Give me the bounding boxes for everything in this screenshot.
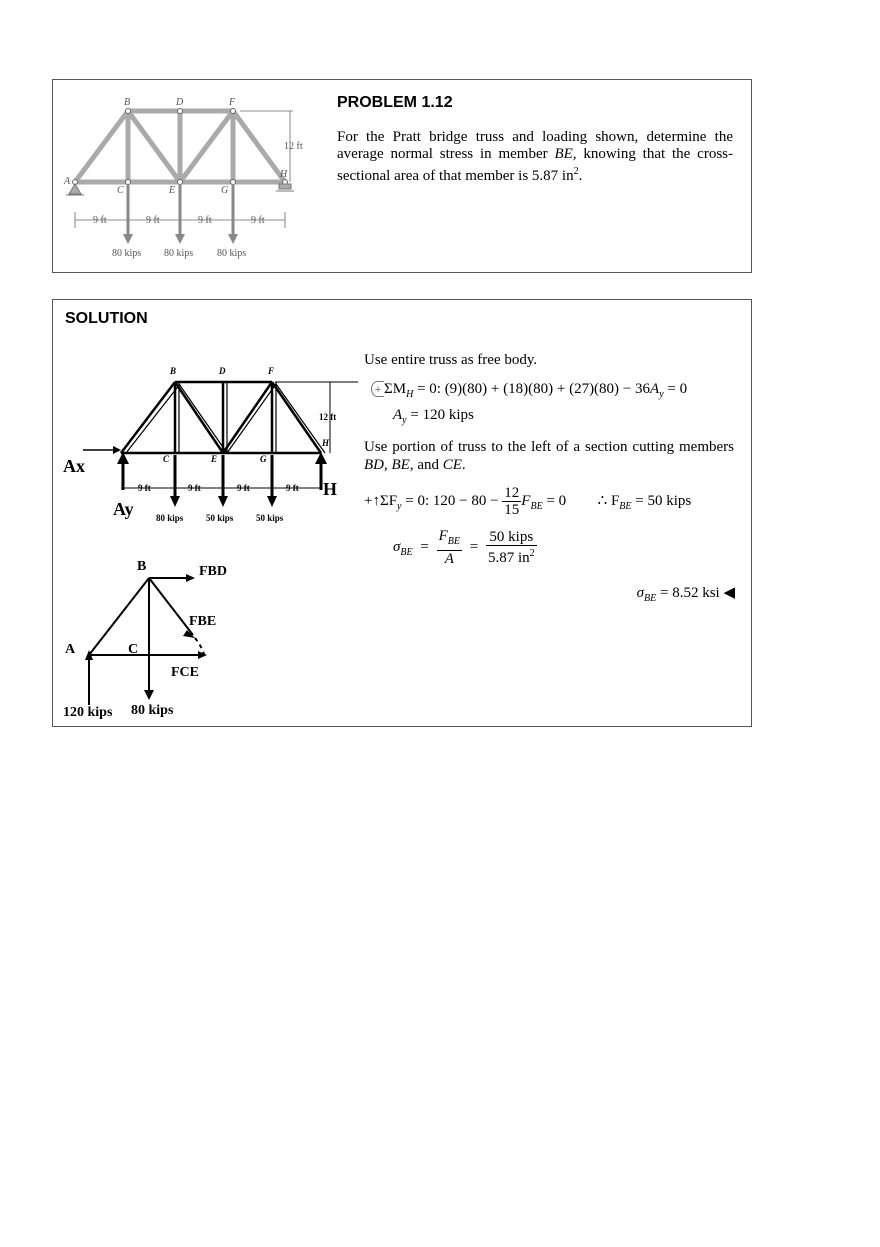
- joint-label: G: [260, 454, 267, 464]
- final-answer: $\sigma_{BE} = 8.52$ ksi ◀: [636, 585, 735, 604]
- h-joint-label: H: [322, 438, 330, 448]
- ay-result: $A_y = 120$ kips: [393, 407, 474, 426]
- load-label: 50 kips: [206, 513, 234, 523]
- fbd-label: FBD: [199, 564, 227, 579]
- joint-label: B: [170, 366, 177, 376]
- joint-label: E: [211, 454, 218, 464]
- joint-label: F: [229, 97, 236, 108]
- ay-label: Ay: [113, 499, 134, 519]
- a-label: A: [65, 642, 76, 657]
- moment-equation: + $\Sigma M_H = 0$: $(9)(80) + (18)(80) + (27)(80) - 36A_y = 0$: [371, 381, 687, 400]
- span-label: 9 ft: [138, 483, 151, 493]
- truss-figure: [53, 80, 313, 270]
- sum-fy-equation: $+↑\Sigma F_y = 0$: 120 − 80 − $\frac{12}{15}$ $F_{BE} = 0$ ∴ $F_{BE} = 50$ kips: [364, 485, 692, 518]
- step-2-text: Use portion of truss to the left of a section cutting members BD, BE, and CE.: [364, 439, 734, 473]
- load-label: 80 kips: [156, 513, 184, 523]
- fbe-label: FBE: [189, 614, 217, 629]
- h-reaction-label: H: [323, 479, 338, 499]
- joint-label: F: [268, 366, 275, 376]
- load-label: 50 kips: [256, 513, 284, 523]
- problem-box: [52, 79, 752, 273]
- span-label: 9 ft: [93, 215, 107, 226]
- section-free-body: [53, 550, 353, 730]
- span-label: 9 ft: [146, 215, 160, 226]
- span-label: 9 ft: [286, 483, 299, 493]
- joint-label: A: [64, 176, 71, 187]
- joint-label: E: [169, 185, 176, 196]
- joint-label: G: [221, 185, 229, 196]
- joint-label: D: [176, 97, 184, 108]
- left-load-label: 120 kips: [63, 705, 113, 720]
- joint-label: C: [163, 454, 170, 464]
- step-1-text: Use entire truss as free body.: [364, 352, 538, 368]
- span-label: 9 ft: [237, 483, 250, 493]
- load-label: 80 kips: [164, 248, 194, 259]
- span-label: 9 ft: [251, 215, 265, 226]
- right-load-label: 80 kips: [131, 703, 174, 718]
- height-label: 12 ft: [284, 141, 303, 152]
- problem-title: PROBLEM 1.12: [337, 94, 453, 111]
- joint-label: H: [280, 169, 288, 180]
- fbe-result: ∴ $F_{BE} = 50$ kips: [597, 492, 692, 512]
- c-label: C: [128, 642, 139, 657]
- joint-label: C: [117, 185, 124, 196]
- stress-equation: $\sigma_{BE}$ = $\frac{F_{BE}}{A}$ = $\frac{\text{50 kips}}{5.87 in^2}$: [393, 528, 535, 567]
- load-label: 80 kips: [112, 248, 142, 259]
- load-label: 80 kips: [217, 248, 247, 259]
- span-label: 9 ft: [188, 483, 201, 493]
- ax-label: Ax: [63, 456, 85, 476]
- joint-label: D: [219, 366, 226, 376]
- solution-title: SOLUTION: [65, 310, 148, 327]
- height-label: 12 ft: [319, 412, 337, 422]
- solution-box: [52, 299, 752, 727]
- fce-label: FCE: [171, 665, 199, 680]
- b-label: B: [137, 559, 147, 574]
- problem-statement: For the Pratt bridge truss and loading shown, determine the average normal stress in member BE, knowing that the cross-sectional area of that member is 5.87 $in^2$.: [337, 129, 733, 184]
- joint-label: B: [124, 97, 131, 108]
- span-label: 9 ft: [198, 215, 212, 226]
